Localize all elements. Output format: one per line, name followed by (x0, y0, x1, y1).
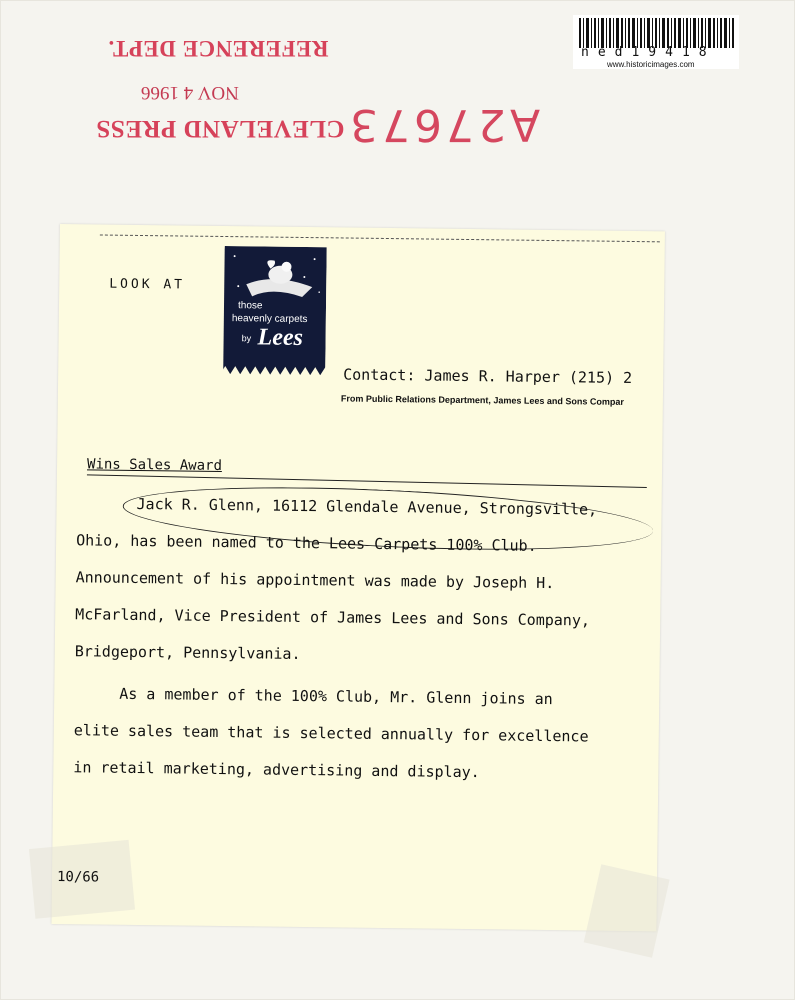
look-at-label: LOOK AT (109, 276, 186, 293)
stamp-date: NOV 4 1966 (141, 82, 239, 103)
tape-strip (584, 864, 670, 957)
logo-line2: heavenly carpets (231, 313, 308, 326)
barcode-icon (579, 18, 734, 48)
logo-line1: those (237, 300, 263, 312)
paragraph-line: Jack R. Glenn, 16112 Glendale Avenue, Strongsville, (136, 494, 598, 519)
paragraph-line: Announcement of his appointment was made by Joseph H. (75, 568, 555, 593)
press-release-sheet (51, 224, 665, 931)
logo-line3: by (241, 333, 252, 344)
lees-carpets-logo (223, 246, 327, 375)
tear-line (100, 234, 660, 242)
pen-underline (87, 474, 647, 488)
archive-number-stamp: A27673 (346, 99, 541, 150)
paragraph-line: McFarland, Vice President of James Lees and Sons Company, (75, 605, 591, 630)
contact-line: Contact: James R. Harper (215) 2 (343, 365, 633, 388)
paragraph-line: elite sales team that is selected annually for excellence (73, 721, 589, 746)
paragraph-line: Ohio, has been named to the Lees Carpets 100% Club. (76, 531, 537, 555)
paragraph-line: Bridgeport, Pennsylvania. (74, 642, 301, 663)
barcode-id: ned19418 (581, 45, 716, 60)
newspaper-stamp: CLEVELAND PRESS (96, 115, 345, 142)
archive-website: www.historicimages.com (607, 60, 695, 69)
headline: Wins Sales Award (86, 456, 223, 474)
paragraph-line: As a member of the 100% Club, Mr. Glenn joins an (119, 684, 553, 709)
logo-brand: Lees (257, 324, 304, 351)
reference-dept-stamp: REFERENCE DEPT. (108, 36, 329, 61)
archive-barcode (573, 15, 739, 69)
date-code: 10/66 (56, 869, 100, 886)
department-line: From Public Relations Department, James Lees and Sons Compar (340, 393, 625, 407)
paragraph-line: in retail marketing, advertising and display. (73, 758, 480, 782)
